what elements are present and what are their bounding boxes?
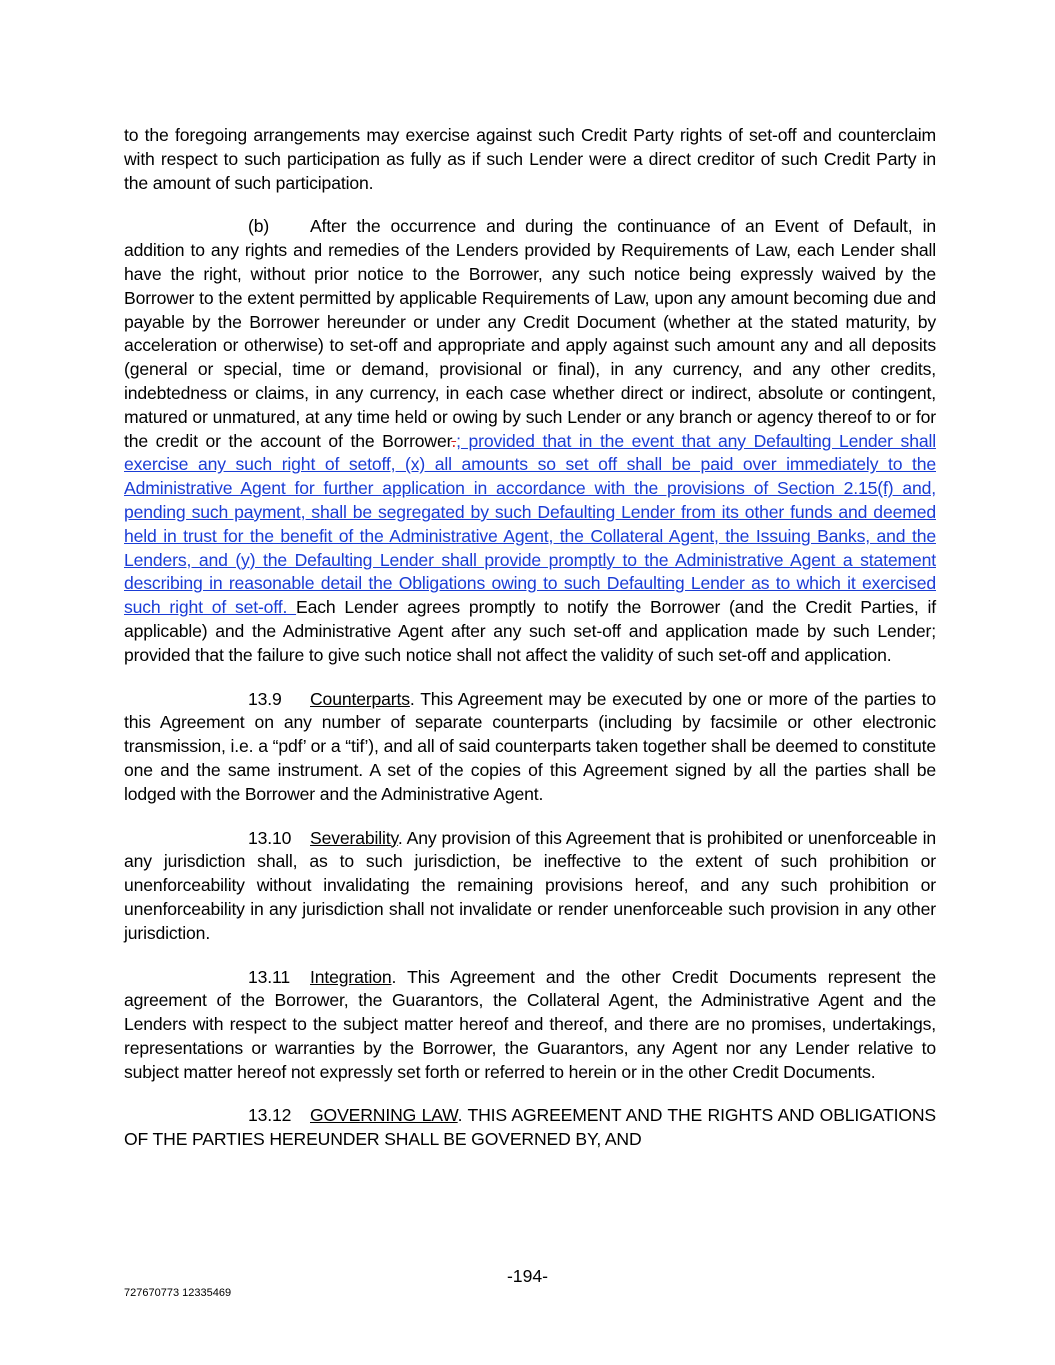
section-heading: Counterparts <box>310 688 410 709</box>
section-13-12 <box>124 1104 936 1152</box>
section-heading: GOVERNING LAW <box>310 1105 458 1126</box>
section-text: . This Agreement may be executed by one or more of the parties to this Agreement on any number of separate counterparts (including by facsimile or other electronic transmission, i.e. a “pdf’ or a “tif’), and all of said counterparts taken together shall be deemed to constitute one and the same instrument. A set of the copies of this Agreement signed by all the parties shall be lodged with the Borrower and the Administrative Agent. <box>124 688 936 804</box>
section-heading: Integration <box>310 966 392 987</box>
paragraph-label: (b) <box>248 216 270 237</box>
section-13-11 <box>124 966 936 1085</box>
section-heading: Severability <box>310 827 398 848</box>
section-number: 13.11 <box>248 966 290 987</box>
section-text: . Any provision of this Agreement that is prohibited or unenforceable in any jurisdiction shall, as to such jurisdiction, be ineffective to the extent of such prohibition or unenforceability without invalidating the remaining provisions hereof, and any such prohibition or unenforceability in any jurisdiction shall not invalidate or render unenforceable such provision in any other jurisdiction. <box>124 827 936 943</box>
section-13-9 <box>124 688 936 807</box>
section-text: . This Agreement and the other Credit Documents represent the agreement of the Borrower, the Guarantors, the Collateral Agent, the Administrative Agent and the Lenders with respect to the subject matter hereof and thereof, and there are no promises, undertakings, representations or warranties by the Borrower, the Guarantors, any Agent nor any Lender relative to subject matter hereof not expressly set forth or referred to herein or in the other Credit Documents. <box>124 966 936 1082</box>
paragraph-b-text: After the occurrence and during the continuance of an Event of Default, in addition to any rights and remedies of the Lenders provided by Requirements of Law, each Lender shall have the right, without prior notice to the Borrower, any such notice being expressly waived by the Borrower to the extent permitted by applicable Requirements of Law, upon any amount becoming due and payable by the Borrower hereunder or under any Credit Document (whether at the stated maturity, by acceleration or otherwise) to set-off and appropriate and apply against such amount any and all deposits (general or special, time or demand, provisional or final), in any currency, and any other credits, indebtedness or claims, in any currency, in each case whether direct or indirect, absolute or contingent, matured or unmatured, at any time held or owing by such Lender or any branch or agency thereof to or for the credit or the account of the Borrower <box>124 216 936 451</box>
section-text: . THIS AGREEMENT AND THE RIGHTS AND OBLIGATIONS OF THE PARTIES HEREUNDER SHALL BE GOVERNED BY, AND <box>124 1105 936 1150</box>
document-id: 727670773 12335469 <box>124 1287 232 1299</box>
inserted-text: ; provided that in the event that any Defaulting Lender shall exercise any such right of setoff, (x) all amounts so set off shall be paid over immediately to the Administrative Agent for further application in accordance with the provisions of Section 2.15(f) and, pending such payment, shall be segregated by such Defaulting Lender from its other funds and deemed held in trust for the benefit of the Administrative Agent, the Collateral Agent, the Issuing Banks, and the Lenders, and (y) the Defaulting Lender shall provide promptly to the Administrative Agent a statement describing in reasonable detail the Obligations owing to such Defaulting Lender as to which it exercised such right of set-off. <box>124 430 936 618</box>
paragraph-b-text-after: Each Lender agrees promptly to notify the Borrower (and the Credit Parties, if applicable) and the Administrative Agent after any such set-off and application made by such Lender; provided that the failure to give such notice shall not affect the validity of such set-off and application. <box>124 597 936 665</box>
section-number: 13.10 <box>248 827 292 848</box>
deleted-text: . <box>451 430 457 451</box>
section-number: 13.12 <box>248 1105 292 1126</box>
paragraph-b <box>124 215 936 667</box>
document-page <box>124 124 936 1172</box>
section-13-10 <box>124 827 936 946</box>
section-number: 13.9 <box>248 688 282 709</box>
paragraph-a-continuation: to the foregoing arrangements may exercise against such Credit Party rights of set-off and counterclaim with respect to such participation as fully as if such Lender were a direct creditor of such Credit Party in the amount of such participation. <box>124 125 936 193</box>
page-number: -194- <box>506 1266 549 1286</box>
